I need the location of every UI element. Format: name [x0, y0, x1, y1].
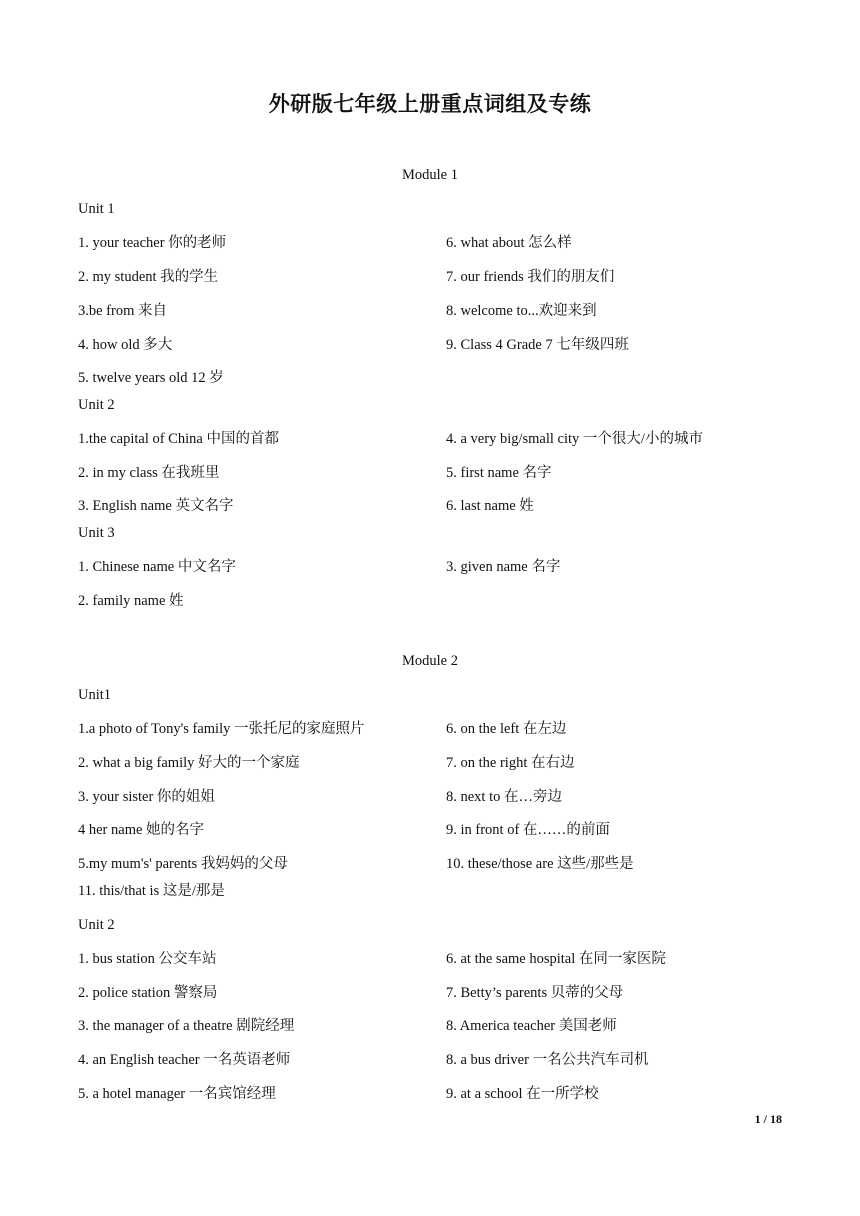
phrase-item: 2. family name 姓: [78, 593, 184, 609]
phrase-item: 5.my mum's' parents 我妈妈的父母: [78, 856, 288, 872]
phrase-item: 6. on the left 在左边: [446, 721, 567, 737]
phrase-item: 6. what about 怎么样: [446, 235, 572, 251]
unit-label: Unit1: [78, 687, 112, 703]
phrase-item: 3. given name 名字: [446, 559, 561, 575]
phrase-item: 4. a very big/small city 一个很大/小的城市: [446, 431, 703, 447]
phrase-item: 9. Class 4 Grade 7 七年级四班: [446, 337, 629, 353]
phrase-item: 9. in front of 在……的前面: [446, 822, 610, 838]
phrase-item: 7. on the right 在右边: [446, 755, 575, 771]
phrase-item: 7. Betty’s parents 贝蒂的父母: [446, 985, 624, 1001]
phrase-item: 2. in my class 在我班里: [78, 465, 220, 481]
phrase-item: 4 her name 她的名字: [78, 822, 205, 838]
phrase-item: 6. last name 姓: [446, 498, 534, 514]
phrase-item: 5. twelve years old 12 岁: [78, 370, 224, 386]
unit-label: Unit 3: [78, 525, 115, 541]
phrase-item: 3.be from 来自: [78, 303, 167, 319]
page-title: 外研版七年级上册重点词组及专练: [268, 92, 592, 116]
phrase-item: 8. a bus driver 一名公共汽车司机: [446, 1052, 649, 1068]
phrase-item: 5. first name 名字: [446, 465, 552, 481]
phrase-item: 7. our friends 我们的朋友们: [446, 269, 615, 285]
phrase-item: 2. what a big family 好大的一个家庭: [78, 755, 300, 771]
unit-label: Unit 2: [78, 397, 115, 413]
phrase-item: 9. at a school 在一所学校: [446, 1086, 599, 1102]
module-heading: Module 2: [402, 653, 458, 669]
phrase-item: 3. the manager of a theatre 剧院经理: [78, 1018, 295, 1034]
phrase-item: 5. a hotel manager 一名宾馆经理: [78, 1086, 276, 1102]
phrase-item: 10. these/those are 这些/那些是: [446, 856, 634, 872]
module-heading: Module 1: [402, 167, 458, 183]
phrase-item: 6. at the same hospital 在同一家医院: [446, 951, 666, 967]
unit-label: Unit 1: [78, 201, 115, 217]
page-number: 1 / 18: [754, 1112, 782, 1126]
phrase-item: 1.the capital of China 中国的首都: [78, 431, 279, 447]
phrase-item: 2. police station 警察局: [78, 985, 218, 1001]
phrase-item: 1. bus station 公交车站: [78, 951, 217, 967]
phrase-item: 4. an English teacher 一名英语老师: [78, 1052, 291, 1068]
phrase-item: 3. English name 英文名字: [78, 498, 234, 514]
phrase-item: 8. welcome to...欢迎来到: [446, 303, 597, 319]
phrase-item: 11. this/that is 这是/那是: [78, 883, 225, 899]
phrase-item: 8. America teacher 美国老师: [446, 1018, 617, 1034]
phrase-item: 8. next to 在…旁边: [446, 789, 562, 805]
phrase-item: 1. your teacher 你的老师: [78, 235, 227, 251]
phrase-item: 3. your sister 你的姐姐: [78, 789, 215, 805]
unit-label: Unit 2: [78, 917, 115, 933]
phrase-item: 4. how old 多大: [78, 337, 173, 353]
phrase-item: 1. Chinese name 中文名字: [78, 559, 236, 575]
phrase-item: 1.a photo of Tony's family 一张托尼的家庭照片: [78, 721, 365, 737]
phrase-item: 2. my student 我的学生: [78, 269, 219, 285]
